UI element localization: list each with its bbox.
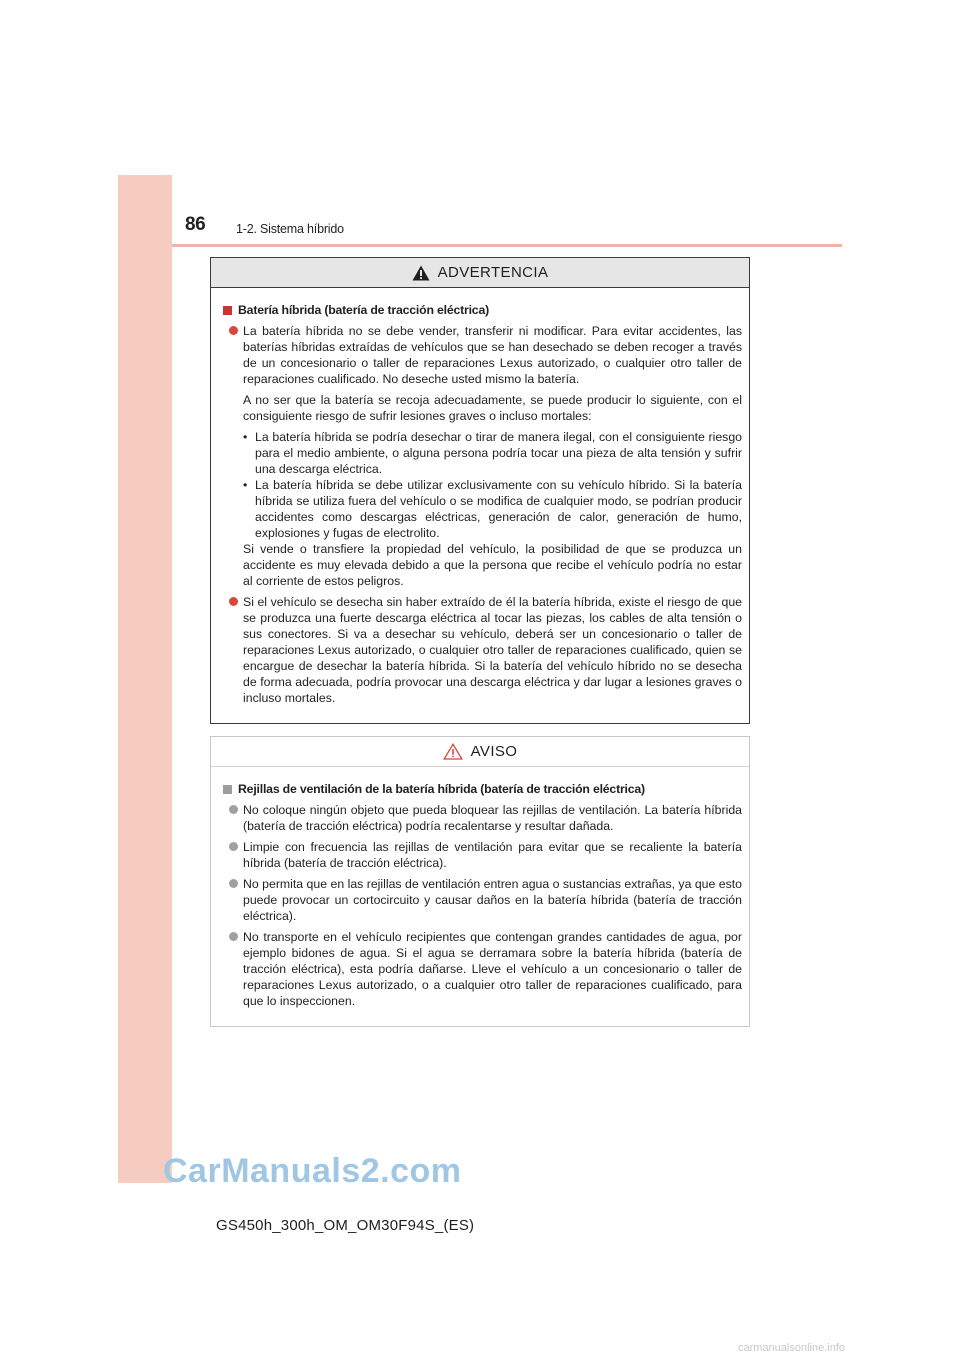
warning-triangle-icon <box>412 265 430 281</box>
middle-dot-icon: • <box>243 430 248 444</box>
notice-box-body <box>211 767 749 1009</box>
notice-box-title: AVISO <box>470 743 518 760</box>
header-divider <box>172 244 842 247</box>
warning-heading-text: Batería híbrida (batería de tracción eléctrica) <box>238 303 489 317</box>
warning-box-header <box>211 258 749 288</box>
watermark-logo: CarManuals2.com <box>163 1152 462 1190</box>
notice-item <box>223 802 742 834</box>
warning-heading <box>223 302 742 318</box>
warning-subbullet-text: La batería híbrida se debe utilizar exclusivamente con su vehículo híbrido. Si la batería híbrida se utiliza fuera del vehículo o se modifica de cualquier modo, se podrían producir accidentes como descargas eléctricas, generación de calor, generación de humo, explosiones y fugas de electrolito. <box>255 478 742 540</box>
square-bullet-icon <box>223 785 232 794</box>
circle-bullet-icon <box>229 842 238 851</box>
notice-item <box>223 839 742 871</box>
document-code: GS450h_300h_OM_OM30F94S_(ES) <box>216 1217 475 1234</box>
notice-item-text: No coloque ningún objeto que pueda bloquear las rejillas de ventilación. La batería híbrida (batería de tracción eléctrica) podría recalentarse y resultar dañada. <box>243 803 742 833</box>
notice-item-text: No transporte en el vehículo recipientes que contengan grandes cantidades de agua, por ejemplo bidones de agua. Si el agua se derramara sobre la batería híbrida (batería de tracción eléctrica), esta podría dañarse. Lleve el vehículo a un concesionario o taller de reparaciones Lexus autorizado, o a cualquier otro taller de reparaciones cualificado, para que lo inspeccionen. <box>243 930 742 1008</box>
warning-box-body <box>211 288 749 706</box>
circle-bullet-icon <box>229 805 238 814</box>
warning-subbullet <box>223 477 742 541</box>
circle-bullet-icon <box>229 597 238 606</box>
site-credit: carmanualsonline.info <box>738 1342 846 1354</box>
warning-subbullet <box>223 429 742 477</box>
notice-item <box>223 876 742 924</box>
circle-bullet-icon <box>229 879 238 888</box>
square-bullet-icon <box>223 306 232 315</box>
section-title: 1-2. Sistema híbrido <box>236 222 344 236</box>
warning-item-text: La batería híbrida no se debe vender, transferir ni modificar. Para evitar accidentes, las baterías híbridas extraídas de vehículos que se han desechado se deben recoger a través de un concesionario o taller de reparaciones Lexus autorizado, o cualquier otro taller de reparaciones cualificado. No deseche usted mismo la batería. <box>243 324 742 386</box>
chapter-side-band <box>118 175 172 1183</box>
page-number: 86 <box>185 214 206 235</box>
warning-box-title: ADVERTENCIA <box>437 264 549 281</box>
notice-heading <box>223 781 742 797</box>
warning-subbullet-text: La batería híbrida se podría desechar o tirar de manera ilegal, con el consiguiente riesgo para el medio ambiente, o alguna persona podría tocar una pieza de alta tensión y sufrir una descarga eléctrica. <box>255 430 742 476</box>
circle-bullet-icon <box>229 932 238 941</box>
warning-paragraph: A no ser que la batería se recoja adecuadamente, se puede producir lo siguiente, con el consiguiente riesgo de sufrir lesiones graves o incluso mortales: <box>243 393 742 423</box>
warning-box <box>210 257 750 724</box>
warning-item <box>223 323 742 387</box>
notice-heading-text: Rejillas de ventilación de la batería híbrida (batería de tracción eléctrica) <box>238 782 645 796</box>
middle-dot-icon: • <box>243 478 248 492</box>
notice-box-header <box>211 737 749 767</box>
circle-bullet-icon <box>229 326 238 335</box>
notice-item-text: Limpie con frecuencia las rejillas de ventilación para evitar que se recaliente la batería híbrida (batería de tracción eléctrica). <box>243 840 742 870</box>
notice-item <box>223 929 742 1009</box>
caution-outline-triangle-icon <box>443 743 463 760</box>
notice-box <box>210 736 750 1027</box>
warning-item <box>223 594 742 706</box>
warning-item-text: Si el vehículo se desecha sin haber extraído de él la batería híbrida, existe el riesgo de que se produzca una fuerte descarga eléctrica al tocar las piezas, los cables de alta tensión o sus conectores. Si va a desechar su vehículo, deberá ser un concesionario o taller de reparaciones Lexus autorizado, o cualquier otro taller de reparaciones cualificado, quien se encargue de desechar la batería híbrida. Si la batería del vehículo híbrido no se desecha de forma adecuada, podría provocar una descarga eléctrica y dar lugar a lesiones graves o incluso mortales. <box>243 595 742 705</box>
warning-paragraph: Si vende o transfiere la propiedad del vehículo, la posibilidad de que se produzca un accidente es muy elevada debido a que la persona que recibe el vehículo podría no estar al corriente de estos peligros. <box>243 542 742 588</box>
notice-item-text: No permita que en las rejillas de ventilación entren agua o sustancias extrañas, ya que esto puede provocar un cortocircuito y causar daños en la batería híbrida (batería de tracción eléctrica). <box>243 877 743 923</box>
